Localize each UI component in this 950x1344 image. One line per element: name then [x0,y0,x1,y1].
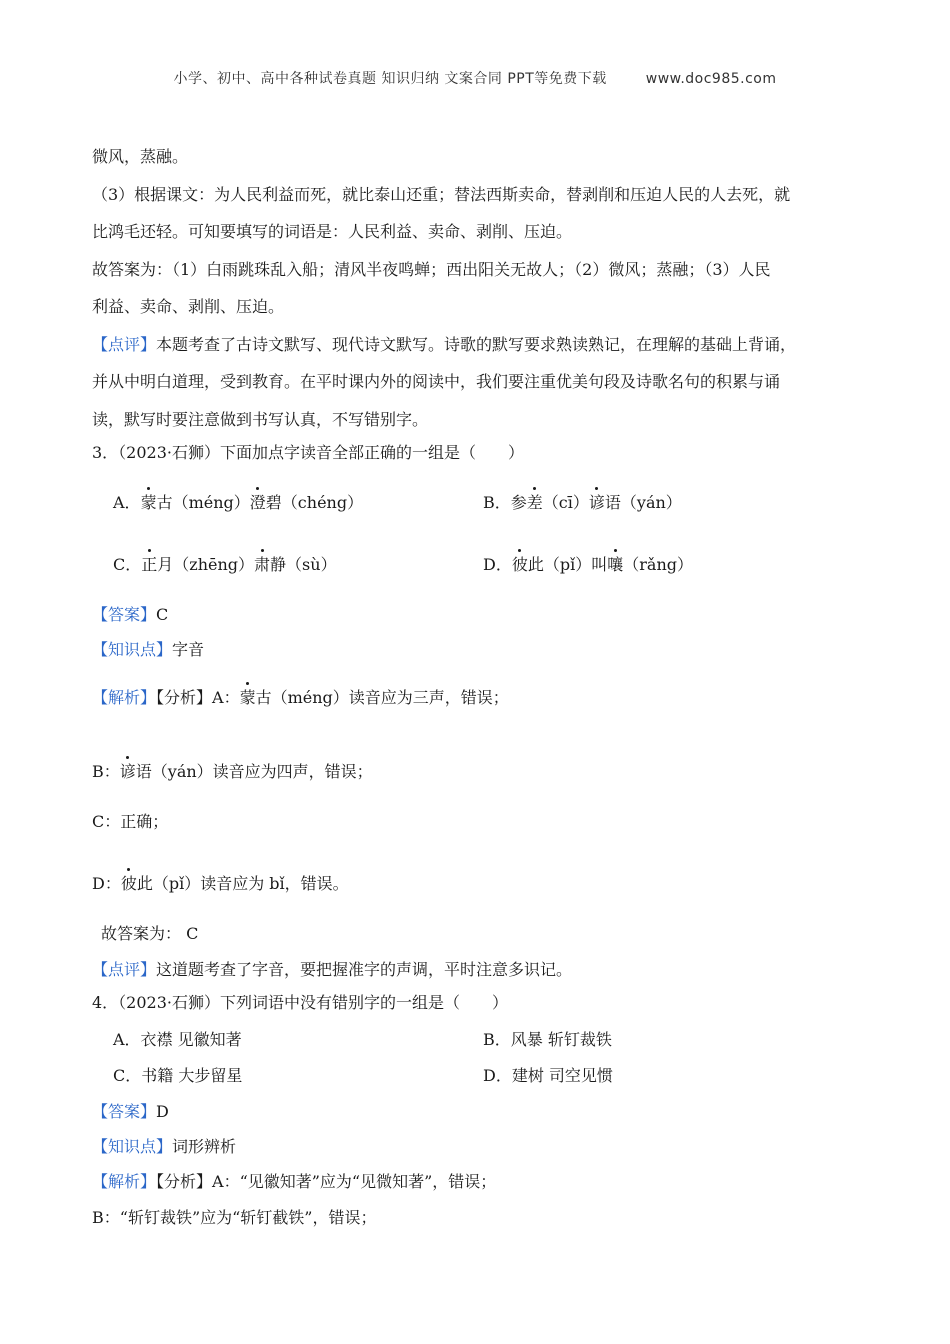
q3-option-d: D．彼此（pǐ）叫嚷（rǎng） [483,553,693,577]
dotted-char: 蒙 [240,686,256,710]
q3-option-c: C．正月（zhēng）肃静（sù） [113,553,337,577]
header-url[interactable]: www.doc985.com [645,71,777,87]
question-3-stem: 3．（2023·石狮）下面加点字读音全部正确的一组是（ ） [92,443,524,462]
dotted-char: 蒙 [141,491,157,515]
q3-option-a: A．蒙古（méng）澄碧（chéng） [113,491,363,515]
q3-knowledge-point: 【知识点】字音 [92,640,205,659]
dotted-char: 谚 [120,760,136,784]
text-line: 读，默写时要注意做到书写认真，不写错别字。 [92,410,429,429]
dotted-char: 谚 [589,491,605,515]
q4-option-b: B．风暴 斩钉裁铁 [483,1030,612,1049]
review-line: 【点评】本题考查了古诗文默写、现代诗文默写。诗歌的默写要求熟读熟记，在理解的基础上背诵， [92,335,797,354]
dotted-char: 彼 [121,872,137,896]
q4-option-d: D．建树 司空见惯 [483,1066,613,1085]
text-line: 故答案为：（1）白雨跳珠乱入船；清风半夜鸣蝉；西出阳关无故人；（2）微风；蒸融；（3）人民 [92,260,771,279]
text-line: （3）根据课文：为人民利益而死，就比泰山还重；替法西斯卖命，替剥削和压迫人民的人去死，就 [92,185,791,204]
dotted-char: 彼 [512,553,528,577]
text-line: 比鸿毛还轻。可知要填写的词语是：人民利益、卖命、剥削、压迫。 [92,222,573,241]
q4-analysis: 【解析】【分析】A：“见徽知著”应为“见微知著”，错误； [92,1172,497,1191]
q3-final-answer: 故答案为： C [101,924,199,943]
q3-option-b: B．参差（cī）谚语（yán） [483,491,682,515]
q4-option-a: A．衣襟 见徽知著 [113,1030,242,1049]
q3-analysis-d: D：彼此（pǐ）读音应为 bǐ，错误。 [92,872,862,896]
page-header [0,68,950,88]
q3-analysis-b: B：谚语（yán）读音应为四声，错误； [92,760,862,784]
q4-analysis-b: B：“斩钉裁铁”应为“斩钉截铁”，错误； [92,1208,377,1227]
dotted-char: 嚷 [607,553,623,577]
question-4-stem: 4．（2023·石狮）下列词语中没有错别字的一组是（ ） [92,993,508,1012]
q3-answer: 【答案】C [92,605,169,624]
q4-option-c: C．书籍 大步留星 [113,1066,243,1085]
q3-review: 【点评】这道题考查了字音，要把握准字的声调，平时注意多识记。 [92,960,573,979]
q3-analysis: 【解析】【分析】A：蒙古（méng）读音应为三声，错误； [92,686,862,710]
q4-answer: 【答案】D [92,1102,169,1121]
dotted-char: 澄 [250,491,266,515]
dotted-char: 正 [141,553,157,577]
q3-analysis-c: C：正确； [92,812,169,831]
text-line: 微风，蒸融。 [92,147,189,166]
review-tag: 【点评】 [92,335,157,354]
dotted-char: 差 [527,491,543,515]
text-line: 并从中明白道理，受到教育。在平时课内外的阅读中，我们要注重优美句段及诗歌名句的积累与诵 [92,372,781,391]
header-title: 小学、初中、高中各种试卷真题 知识归纳 文案合同 PPT等免费下载 [173,71,607,87]
text-line: 利益、卖命、剥削、压迫。 [92,297,285,316]
dotted-char: 肃 [254,553,270,577]
q4-knowledge-point: 【知识点】词形辨析 [92,1137,237,1156]
